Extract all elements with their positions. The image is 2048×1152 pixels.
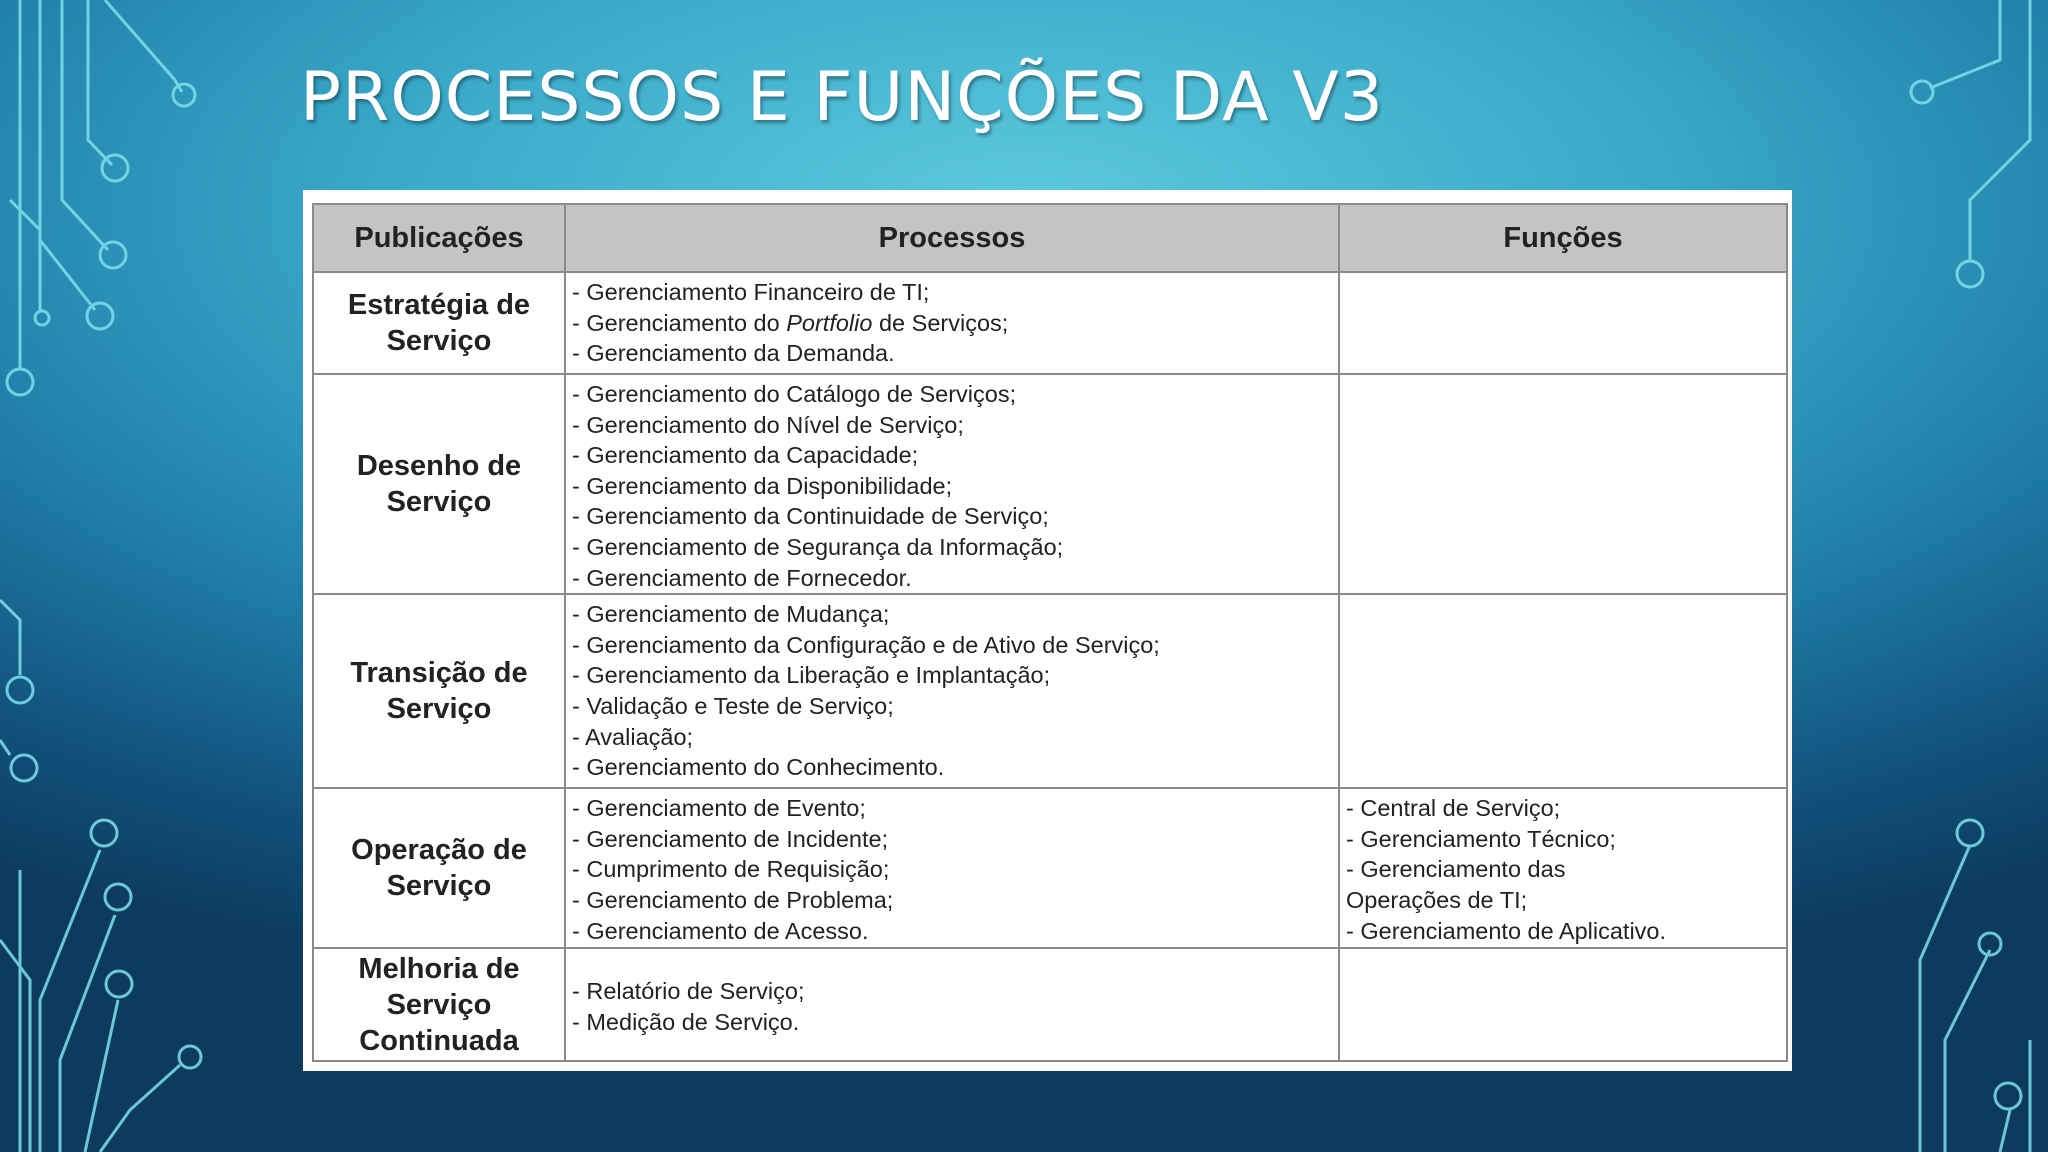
process-item: - Gerenciamento Financeiro de TI;	[572, 279, 930, 305]
process-item: - Gerenciamento da Continuidade de Serviço;	[572, 503, 1049, 530]
table-row	[313, 788, 1787, 948]
process-item: - Gerenciamento do Catálogo de Serviços;	[572, 381, 1017, 407]
process-item: - Gerenciamento de Problema;	[572, 886, 894, 913]
slide-title: PROCESSOS E FUNÇÕES DA V3	[300, 58, 1385, 137]
publication-cell	[313, 374, 565, 594]
process-item: - Cumprimento de Requisição;	[572, 856, 890, 883]
table-row	[313, 272, 1787, 374]
process-item: - Gerenciamento da Configuração e de Ativo de Serviço;	[572, 631, 1160, 658]
process-item: - Gerenciamento da Liberação e Implantação;	[572, 662, 1051, 689]
process-item: - Validação e Teste de Serviço;	[572, 692, 894, 719]
publication-cell	[313, 594, 565, 788]
publication-cell	[313, 272, 565, 374]
publication-name: Serviço	[386, 693, 492, 726]
publication-name: Serviço	[386, 325, 492, 357]
table-header-row	[313, 204, 1787, 272]
process-item: - Gerenciamento do Conhecimento.	[572, 754, 945, 781]
process-item: - Gerenciamento do Nível de Serviço;	[572, 411, 964, 438]
process-item: - Gerenciamento da Disponibilidade;	[572, 472, 953, 499]
process-item: - Medição de Serviço.	[572, 1008, 800, 1035]
header-publicacoes: Publicações	[313, 204, 565, 272]
publication-name: Serviço	[386, 486, 492, 519]
process-item: - Gerenciamento de Acesso.	[572, 917, 869, 944]
process-item: - Relatório de Serviço;	[572, 978, 805, 1005]
itil-table-frame	[303, 190, 1792, 1071]
publication-name: Serviço	[386, 870, 492, 903]
process-item-suffix: de Serviços;	[872, 309, 1009, 336]
process-item: - Gerenciamento da Capacidade;	[572, 442, 919, 469]
processes-cell	[565, 594, 1339, 788]
publication-name: Melhoria de	[358, 952, 520, 985]
header-processos: Processos	[565, 204, 1339, 272]
publication-cell	[313, 788, 565, 948]
functions-cell	[1339, 272, 1787, 374]
table-row	[313, 374, 1787, 594]
function-item: - Gerenciamento Técnico;	[1346, 825, 1616, 852]
functions-cell	[1339, 594, 1787, 788]
process-item: - Gerenciamento de Mudança;	[572, 601, 890, 628]
functions-cell	[1339, 788, 1787, 948]
process-item	[572, 308, 1332, 339]
function-item: Operações de TI;	[1346, 886, 1528, 913]
table-row	[313, 594, 1787, 788]
publication-name: Transição de	[350, 657, 528, 690]
publication-name: Operação de	[351, 834, 527, 867]
publication-name: Estratégia de	[347, 289, 531, 321]
table-row	[313, 948, 1787, 1061]
itil-processes-table	[312, 203, 1788, 1062]
processes-cell	[565, 374, 1339, 594]
processes-cell	[565, 272, 1339, 374]
process-item: - Gerenciamento da Demanda.	[572, 340, 895, 367]
process-item: - Gerenciamento de Fornecedor.	[572, 564, 912, 591]
function-item: - Central de Serviço;	[1346, 795, 1561, 822]
header-funcoes: Funções	[1339, 204, 1787, 272]
publication-name: Continuada	[359, 1024, 519, 1057]
function-item: - Gerenciamento de Aplicativo.	[1346, 917, 1667, 944]
publication-cell	[313, 948, 565, 1061]
process-item-prefix: - Gerenciamento do	[572, 309, 780, 336]
process-item: - Avaliação;	[572, 723, 694, 750]
function-item: - Gerenciamento das	[1346, 856, 1566, 883]
processes-cell	[565, 948, 1339, 1061]
functions-cell	[1339, 948, 1787, 1061]
process-item-italic: Portfolio	[786, 309, 873, 336]
process-item: - Gerenciamento de Evento;	[572, 795, 866, 822]
functions-cell	[1339, 374, 1787, 594]
process-item: - Gerenciamento de Incidente;	[572, 825, 889, 852]
process-item: - Gerenciamento de Segurança da Informação;	[572, 533, 1064, 560]
publication-name: Serviço	[386, 988, 492, 1021]
processes-cell	[565, 788, 1339, 948]
publication-name: Desenho de	[356, 450, 522, 483]
